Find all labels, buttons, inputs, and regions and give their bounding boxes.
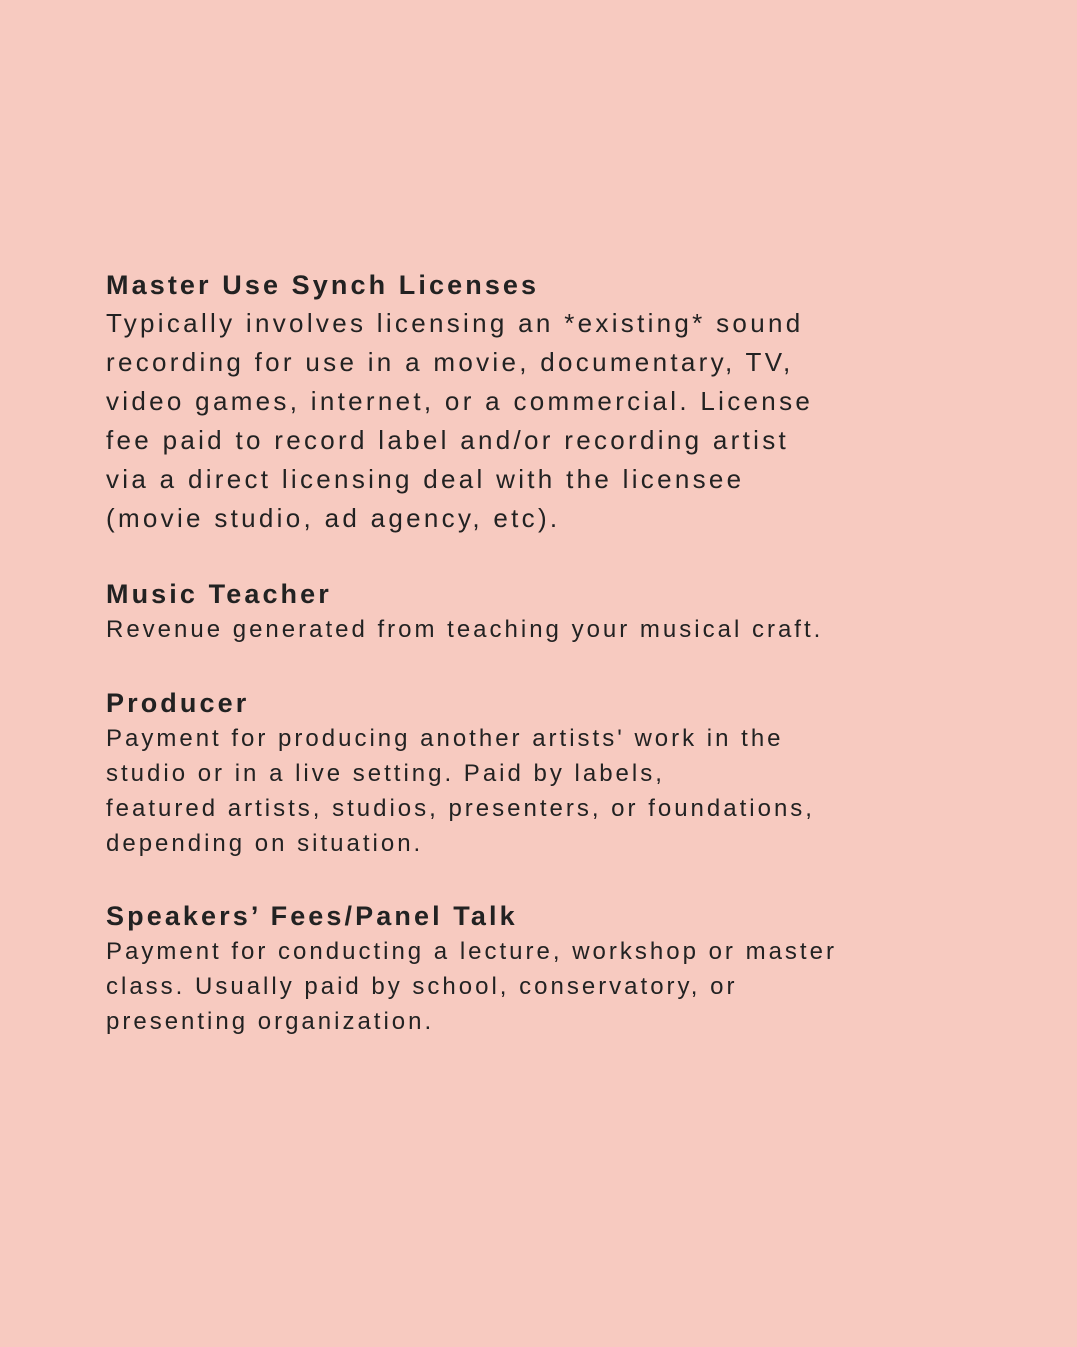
body-line: (movie studio, ad agency, etc). <box>106 503 561 533</box>
section-heading: Master Use Synch Licenses <box>106 270 540 300</box>
section-body <box>106 721 986 861</box>
body-line: video games, internet, or a commercial. License <box>106 386 814 416</box>
body-line: class. Usually paid by school, conservatory, or <box>106 973 738 1000</box>
body-line: via a direct licensing deal with the licensee <box>106 464 745 494</box>
body-line: studio or in a live setting. Paid by labels, <box>106 760 665 787</box>
section-speakers-fees-panel-talk <box>106 898 986 1039</box>
body-line: featured artists, studios, presenters, or foundations, <box>106 795 815 822</box>
body-line: Payment for conducting a lecture, workshop or master <box>106 938 837 965</box>
section-heading: Producer <box>106 688 250 718</box>
body-line: recording for use in a movie, documentary, TV, <box>106 347 794 377</box>
body-line: Revenue generated from teaching your musical craft. <box>106 616 824 643</box>
section-music-teacher <box>106 576 986 647</box>
body-line: fee paid to record label and/or recording artist <box>106 425 790 455</box>
section-heading: Music Teacher <box>106 579 332 609</box>
section-body <box>106 304 986 538</box>
body-line: depending on situation. <box>106 830 424 857</box>
content <box>106 266 986 1039</box>
section-master-use-synch-licenses <box>106 266 986 538</box>
body-line: presenting organization. <box>106 1008 435 1035</box>
body-line: Typically involves licensing an *existing* sound <box>106 308 804 338</box>
section-body <box>106 612 986 647</box>
body-line: Payment for producing another artists' work in the <box>106 725 784 752</box>
section-producer <box>106 685 986 861</box>
section-heading: Speakers’ Fees/Panel Talk <box>106 901 518 931</box>
section-body <box>106 934 986 1039</box>
